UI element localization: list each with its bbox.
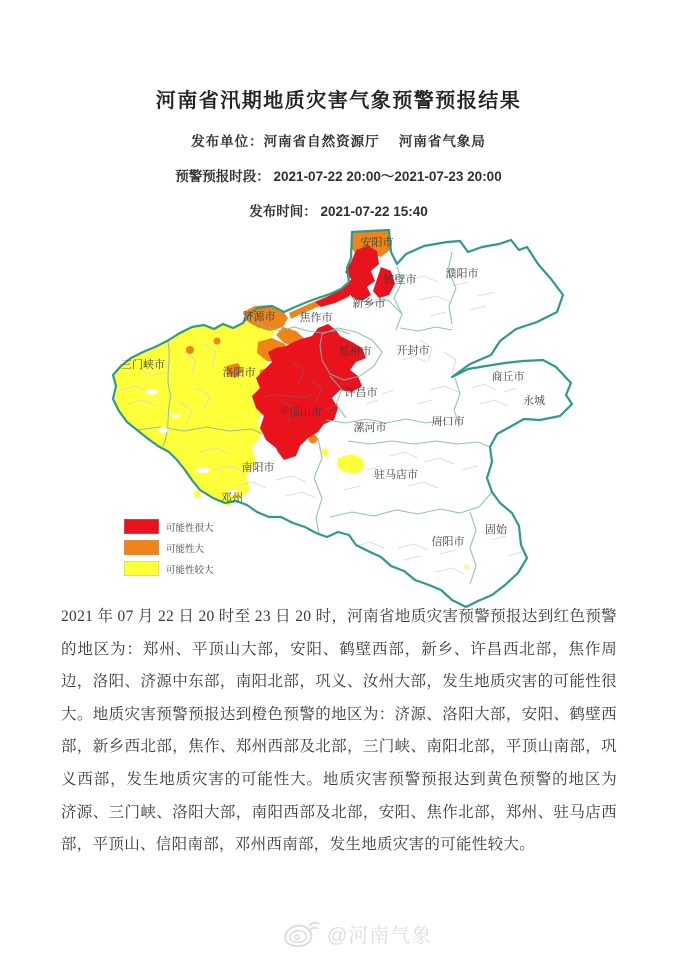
legend-swatch-red: [124, 519, 159, 534]
watermark: [283, 918, 432, 948]
page-title: 河南省汛期地质灾害气象预警预报结果: [155, 90, 522, 112]
legend-row-yellow: [124, 562, 214, 575]
legend-swatch-yellow: [124, 561, 159, 576]
watermark-handle: @河南气象: [327, 924, 433, 947]
publisher-line: 发布单位：河南省自然资源厅 河南省气象局: [191, 134, 486, 149]
label-yongcheng: 永城: [523, 395, 545, 407]
legend-label-orange: 可能性大: [166, 543, 205, 555]
forecast-period-line: 预警预报时段： 2021-07-22 20:00～2021-07-23 20:00: [175, 169, 502, 184]
label-jiyuan: 济源市: [242, 311, 276, 323]
label-pingdingshan: 平顶山市: [278, 407, 322, 419]
label-shangqiu: 商丘市: [491, 371, 525, 383]
legend-row-orange: [124, 541, 214, 554]
label-xuchang: 许昌市: [344, 387, 378, 399]
label-anyang: 安阳市: [360, 237, 394, 249]
legend-swatch-orange: [124, 540, 159, 555]
label-luoyang: 洛阳市: [222, 367, 256, 379]
label-hebi: 鹤壁市: [383, 274, 417, 286]
label-nanyang: 南阳市: [241, 462, 275, 474]
label-puyang: 濮阳市: [445, 268, 479, 280]
label-xinxiang: 新乡市: [352, 298, 386, 310]
label-zhumadian: 驻马店市: [374, 469, 418, 481]
label-zhengzhou: 郑州市: [338, 346, 372, 358]
map-legend: [124, 520, 214, 575]
label-zhoukou: 周口市: [431, 416, 465, 428]
weibo-eye-logo: [283, 918, 321, 948]
forecast-body-paragraph: 2021 年 07 月 22 日 20 时至 23 日 20 时，河南省地质灾害预警预报达到红色预警的地区为：郑州、平顶山大部，安阳、鹤壁西部，新乡、许昌西北部，焦作周边，洛阳、济源中东部，南阳北部，巩义、汝州大部，发生地质灾害的可能性很大。地质灾害预警预报达到橙色预警的地区为：济源、洛阳大部，安阳、鹤壁西部，新乡西北部，焦作、郑州西部及北部，三门峡、南阳北部，平顶山南部，巩义西部，发生地质灾害的可能性大。地质灾害预警预报达到黄色预警的地区为 济源、三门峡、洛阳大部，南阳西部及北部，安阳、焦作北部，郑州、驻马店西部，平顶山、信阳南部，邓州西南部，发生地质灾害的可能性较大。: [61, 608, 617, 854]
label-dengzhou: 邓州: [221, 492, 243, 504]
label-gushi: 固始: [485, 524, 507, 536]
label-xinyang: 信阳市: [431, 536, 465, 548]
legend-row-red: [124, 520, 214, 533]
legend-label-red: 可能性很大: [166, 522, 214, 534]
label-sanmenxia: 三门峡市: [121, 359, 165, 371]
issue-time-line: 发布时间： 2021-07-22 15:40: [249, 204, 428, 219]
label-luohe: 漯河市: [353, 422, 387, 434]
label-kaifeng: 开封市: [396, 345, 430, 357]
legend-label-yellow: 可能性较大: [166, 564, 214, 576]
label-jiaozuo: 焦作市: [299, 312, 333, 324]
